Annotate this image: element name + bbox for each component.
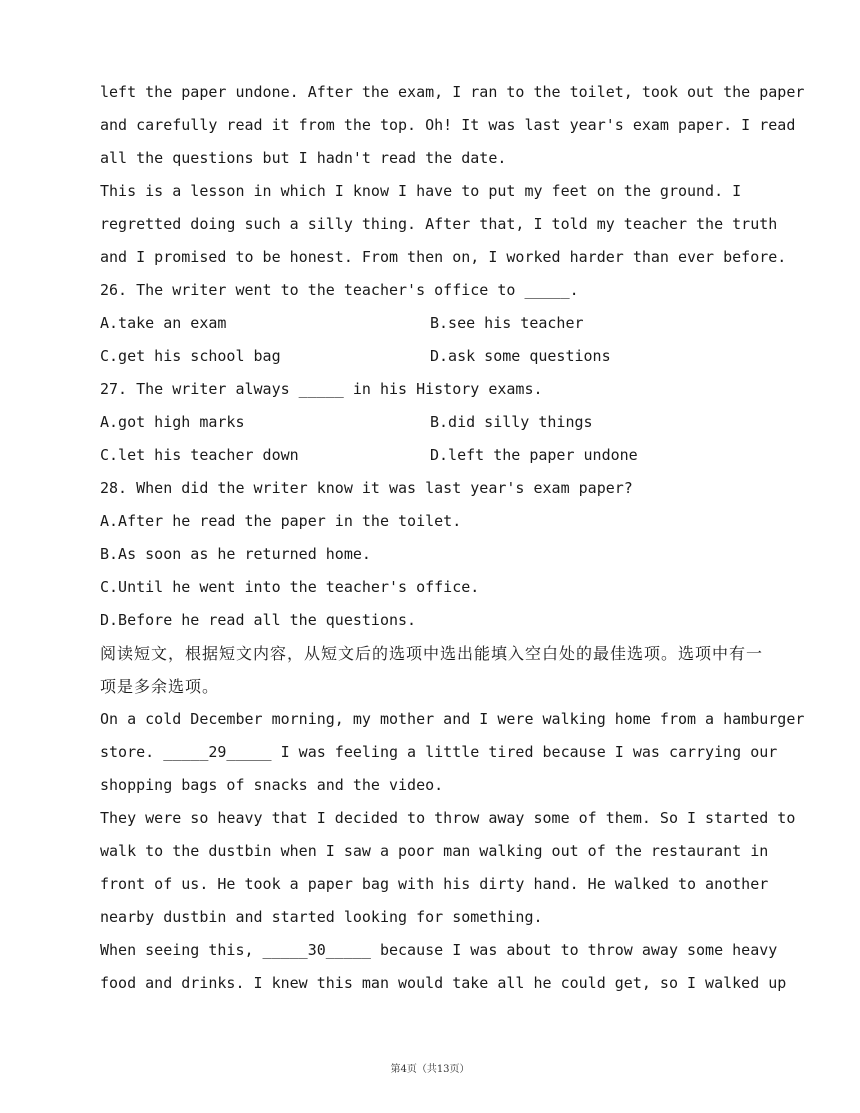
option-d: D.ask some questions (430, 347, 611, 365)
option-c: C.let his teacher down (100, 446, 299, 464)
passage-one-ending (100, 76, 805, 274)
text-line: nearby dustbin and started looking for something. (100, 908, 543, 926)
option-row (100, 307, 772, 340)
text-line: front of us. He took a paper bag with his dirty hand. He walked to another (100, 875, 769, 893)
option-d: D.Before he read all the questions. (100, 611, 417, 629)
text-line: and carefully read it from the top. Oh! It was last year's exam paper. I read (100, 116, 796, 134)
text-line: all the questions but I hadn't read the date. (100, 149, 507, 167)
page-footer: 第4页（共13页） (390, 1064, 470, 1075)
question-28 (100, 472, 772, 637)
text-line: left the paper undone. After the exam, I ran to the toilet, took out the paper (100, 83, 805, 101)
instruction-line: 阅读短文，根据短文内容，从短文后的选项中选出能填入空白处的最佳选项。选项中有一 (100, 644, 764, 663)
option-row (100, 439, 772, 472)
text-line: On a cold December morning, my mother and I were walking home from a hamburger (100, 710, 805, 728)
option-row (100, 406, 772, 439)
option-d: D.left the paper undone (430, 446, 638, 464)
question-stem: 26. The writer went to the teacher's office to _____. (100, 281, 579, 299)
question-26 (100, 274, 772, 373)
question-27 (100, 373, 772, 472)
passage-two (100, 703, 805, 1000)
option-a: A.After he read the paper in the toilet. (100, 512, 462, 530)
text-line: food and drinks. I knew this man would take all he could get, so I walked up (100, 974, 787, 992)
text-line: They were so heavy that I decided to throw away some of them. So I started to (100, 809, 796, 827)
option-b: B.see his teacher (430, 314, 584, 332)
option-row (100, 340, 772, 373)
option-c: C.Until he went into the teacher's office. (100, 578, 480, 596)
text-line: regretted doing such a silly thing. After that, I told my teacher the truth (100, 215, 778, 233)
text-line: When seeing this, _____30_____ because I was about to throw away some heavy (100, 941, 778, 959)
document-page (100, 76, 805, 1000)
text-line: shopping bags of snacks and the video. (100, 776, 444, 794)
text-line: and I promised to be honest. From then on, I worked harder than ever before. (100, 248, 787, 266)
option-b: B.As soon as he returned home. (100, 545, 371, 563)
instruction-line: 项是多余选项。 (100, 677, 220, 696)
question-stem: 27. The writer always _____ in his History exams. (100, 380, 543, 398)
question-stem: 28. When did the writer know it was last year's exam paper? (100, 479, 633, 497)
option-c: C.get his school bag (100, 347, 281, 365)
option-b: B.did silly things (430, 413, 593, 431)
text-line: walk to the dustbin when I saw a poor man walking out of the restaurant in (100, 842, 769, 860)
section-instructions (100, 637, 772, 703)
option-a: A.got high marks (100, 413, 245, 431)
option-a: A.take an exam (100, 314, 227, 332)
text-line: This is a lesson in which I know I have to put my feet on the ground. I (100, 182, 742, 200)
text-line: store. _____29_____ I was feeling a little tired because I was carrying our (100, 743, 778, 761)
